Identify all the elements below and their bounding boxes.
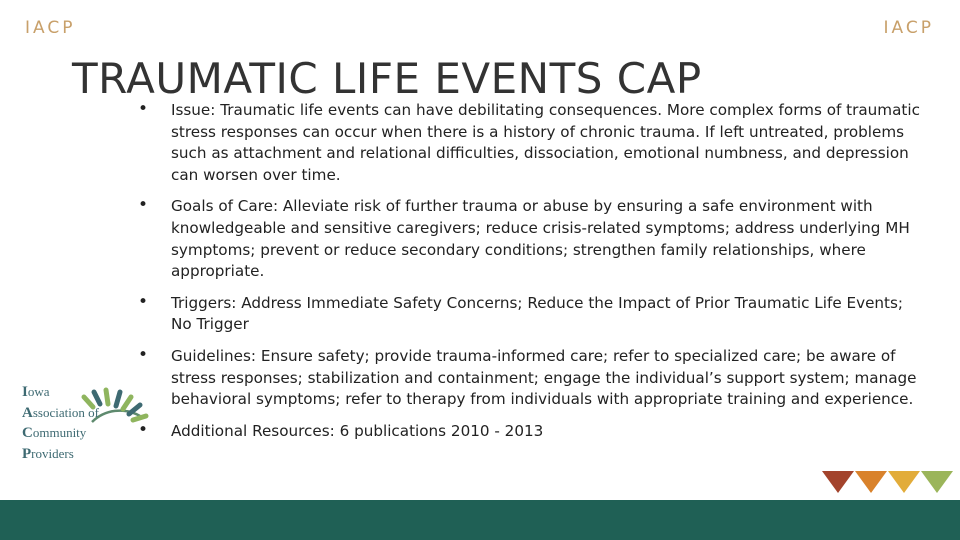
bullet-dot-icon: • (138, 291, 149, 312)
bullet-text: Additional Resources: 6 publications 2010 - 2013 (171, 421, 544, 440)
chevron-down-icon (822, 471, 854, 493)
bullet-guidelines (138, 346, 928, 411)
chevron-down-icon (921, 471, 953, 493)
bullet-dot-icon: • (138, 344, 149, 365)
footer-band (0, 500, 960, 540)
logo-wordmark (22, 382, 99, 464)
brand-iacp-right: IACP (883, 18, 934, 38)
bullet-triggers (138, 293, 928, 336)
bullet-additional-resources (138, 421, 928, 443)
bullet-text: Triggers: Address Immediate Safety Concerns; Reduce the Impact of Prior Traumatic Life Events; No Trigger (171, 293, 904, 334)
chevron-down-icon (855, 471, 887, 493)
iacp-logo (22, 382, 150, 464)
bullet-list (138, 100, 928, 442)
logo-line-association: Association of (22, 404, 99, 421)
bullet-text: Guidelines: Ensure safety; provide trauma-informed care; refer to specialized care; be aware of stress responses; stabilization and containment; engage the individual’s support system; manage behavioral symptoms; refer to therapy from individuals with appropriate training and experience. (171, 346, 917, 409)
slide-title: TRAUMATIC LIFE EVENTS CAP (72, 54, 702, 103)
chevron-decoration (822, 471, 954, 495)
bullet-dot-icon: • (138, 99, 149, 119)
bullet-goals-of-care (138, 196, 928, 282)
bullet-text: Issue: Traumatic life events can have debilitating consequences. More complex forms of traumatic stress responses can occur when there is a history of chronic trauma. If left untreated, problems such as attachment and relational difficulties, dissociation, emotional numbness, and depression can worsen over time. (171, 101, 920, 184)
brand-iacp-left: IACP (25, 18, 76, 38)
bullet-text: Goals of Care: Alleviate risk of further trauma or abuse by ensuring a safe environment with knowledgeable and sensitive caregivers; reduce crisis-related symptoms; address underlying MH symptoms; prevent or reduce secondary conditions; strengthen family relationships, where appropriate. (171, 197, 910, 281)
bullet-dot-icon: • (138, 195, 149, 216)
bullet-issue (138, 100, 928, 186)
bullet-dot-icon: • (138, 419, 149, 440)
logo-line-iowa: Iowa (22, 384, 50, 400)
chevron-down-icon (888, 471, 920, 493)
logo-line-providers: Providers (22, 445, 74, 462)
logo-line-community: Community (22, 425, 87, 441)
